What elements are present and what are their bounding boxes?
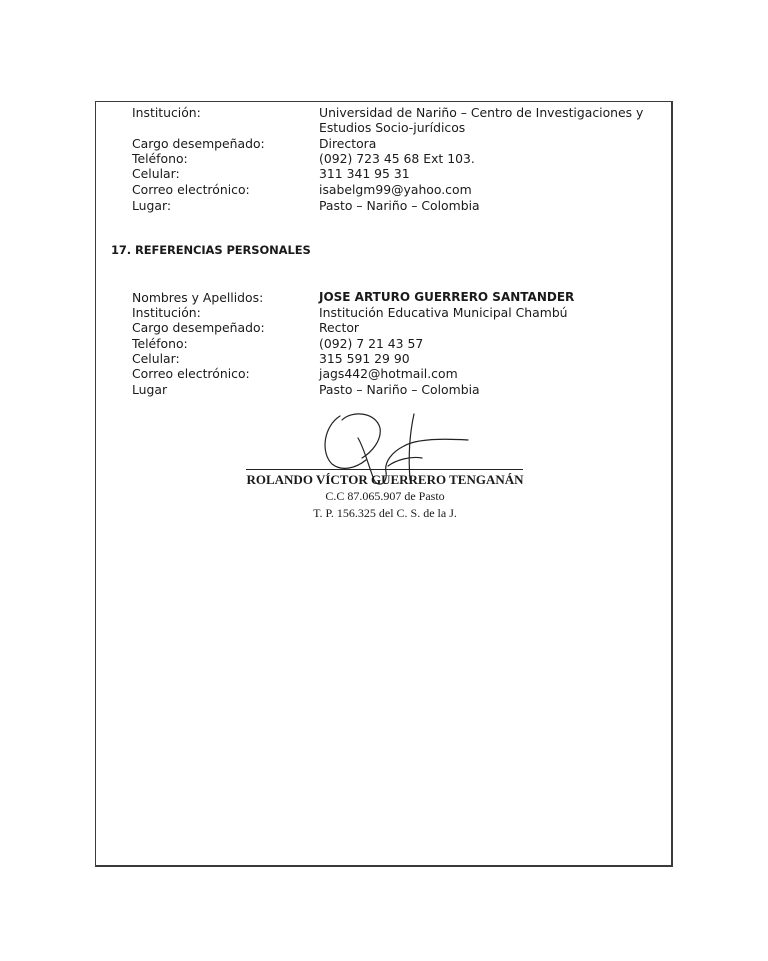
name-value: JOSE ARTURO GUERRERO SANTANDER <box>319 290 575 304</box>
phone-value: (092) 723 45 68 Ext 103. <box>319 151 475 166</box>
institution-value-continued: Estudios Socio-jurídicos <box>319 120 466 135</box>
position-label: Cargo desempeñado: <box>132 320 265 335</box>
institution-label: Institución: <box>132 105 201 120</box>
institution-label: Institución: <box>132 305 201 320</box>
institution-value: Universidad de Nariño – Centro de Investigaciones y <box>319 105 644 120</box>
phone-label: Teléfono: <box>132 151 188 166</box>
position-value: Rector <box>319 320 360 335</box>
mobile-label: Celular: <box>132 351 180 366</box>
signer-name: ROLANDO VÍCTOR GUERRERO TENGANÁN <box>246 472 524 487</box>
position-label: Cargo desempeñado: <box>132 136 265 151</box>
phone-value: (092) 7 21 43 57 <box>319 336 424 351</box>
phone-label: Teléfono: <box>132 336 188 351</box>
position-value: Directora <box>319 136 377 151</box>
mobile-label: Celular: <box>132 166 180 181</box>
signer-id: C.C 87.065.907 de Pasto <box>325 489 445 503</box>
email-label: Correo electrónico: <box>132 182 250 197</box>
email-value: jags442@hotmail.com <box>319 366 458 381</box>
section-heading: 17. REFERENCIAS PERSONALES <box>111 243 311 257</box>
mobile-value: 311 341 95 31 <box>319 166 410 181</box>
place-label: Lugar <box>132 382 168 397</box>
email-label: Correo electrónico: <box>132 366 250 381</box>
signer-license: T. P. 156.325 del C. S. de la J. <box>313 506 457 520</box>
signature-line <box>246 469 523 470</box>
place-value: Pasto – Nariño – Colombia <box>319 198 480 213</box>
institution-value: Institución Educativa Municipal Chambú <box>319 305 568 320</box>
name-label: Nombres y Apellidos: <box>132 290 264 305</box>
place-value: Pasto – Nariño – Colombia <box>319 382 480 397</box>
email-value: isabelgm99@yahoo.com <box>319 182 472 197</box>
mobile-value: 315 591 29 90 <box>319 351 410 366</box>
place-label: Lugar: <box>132 198 172 213</box>
